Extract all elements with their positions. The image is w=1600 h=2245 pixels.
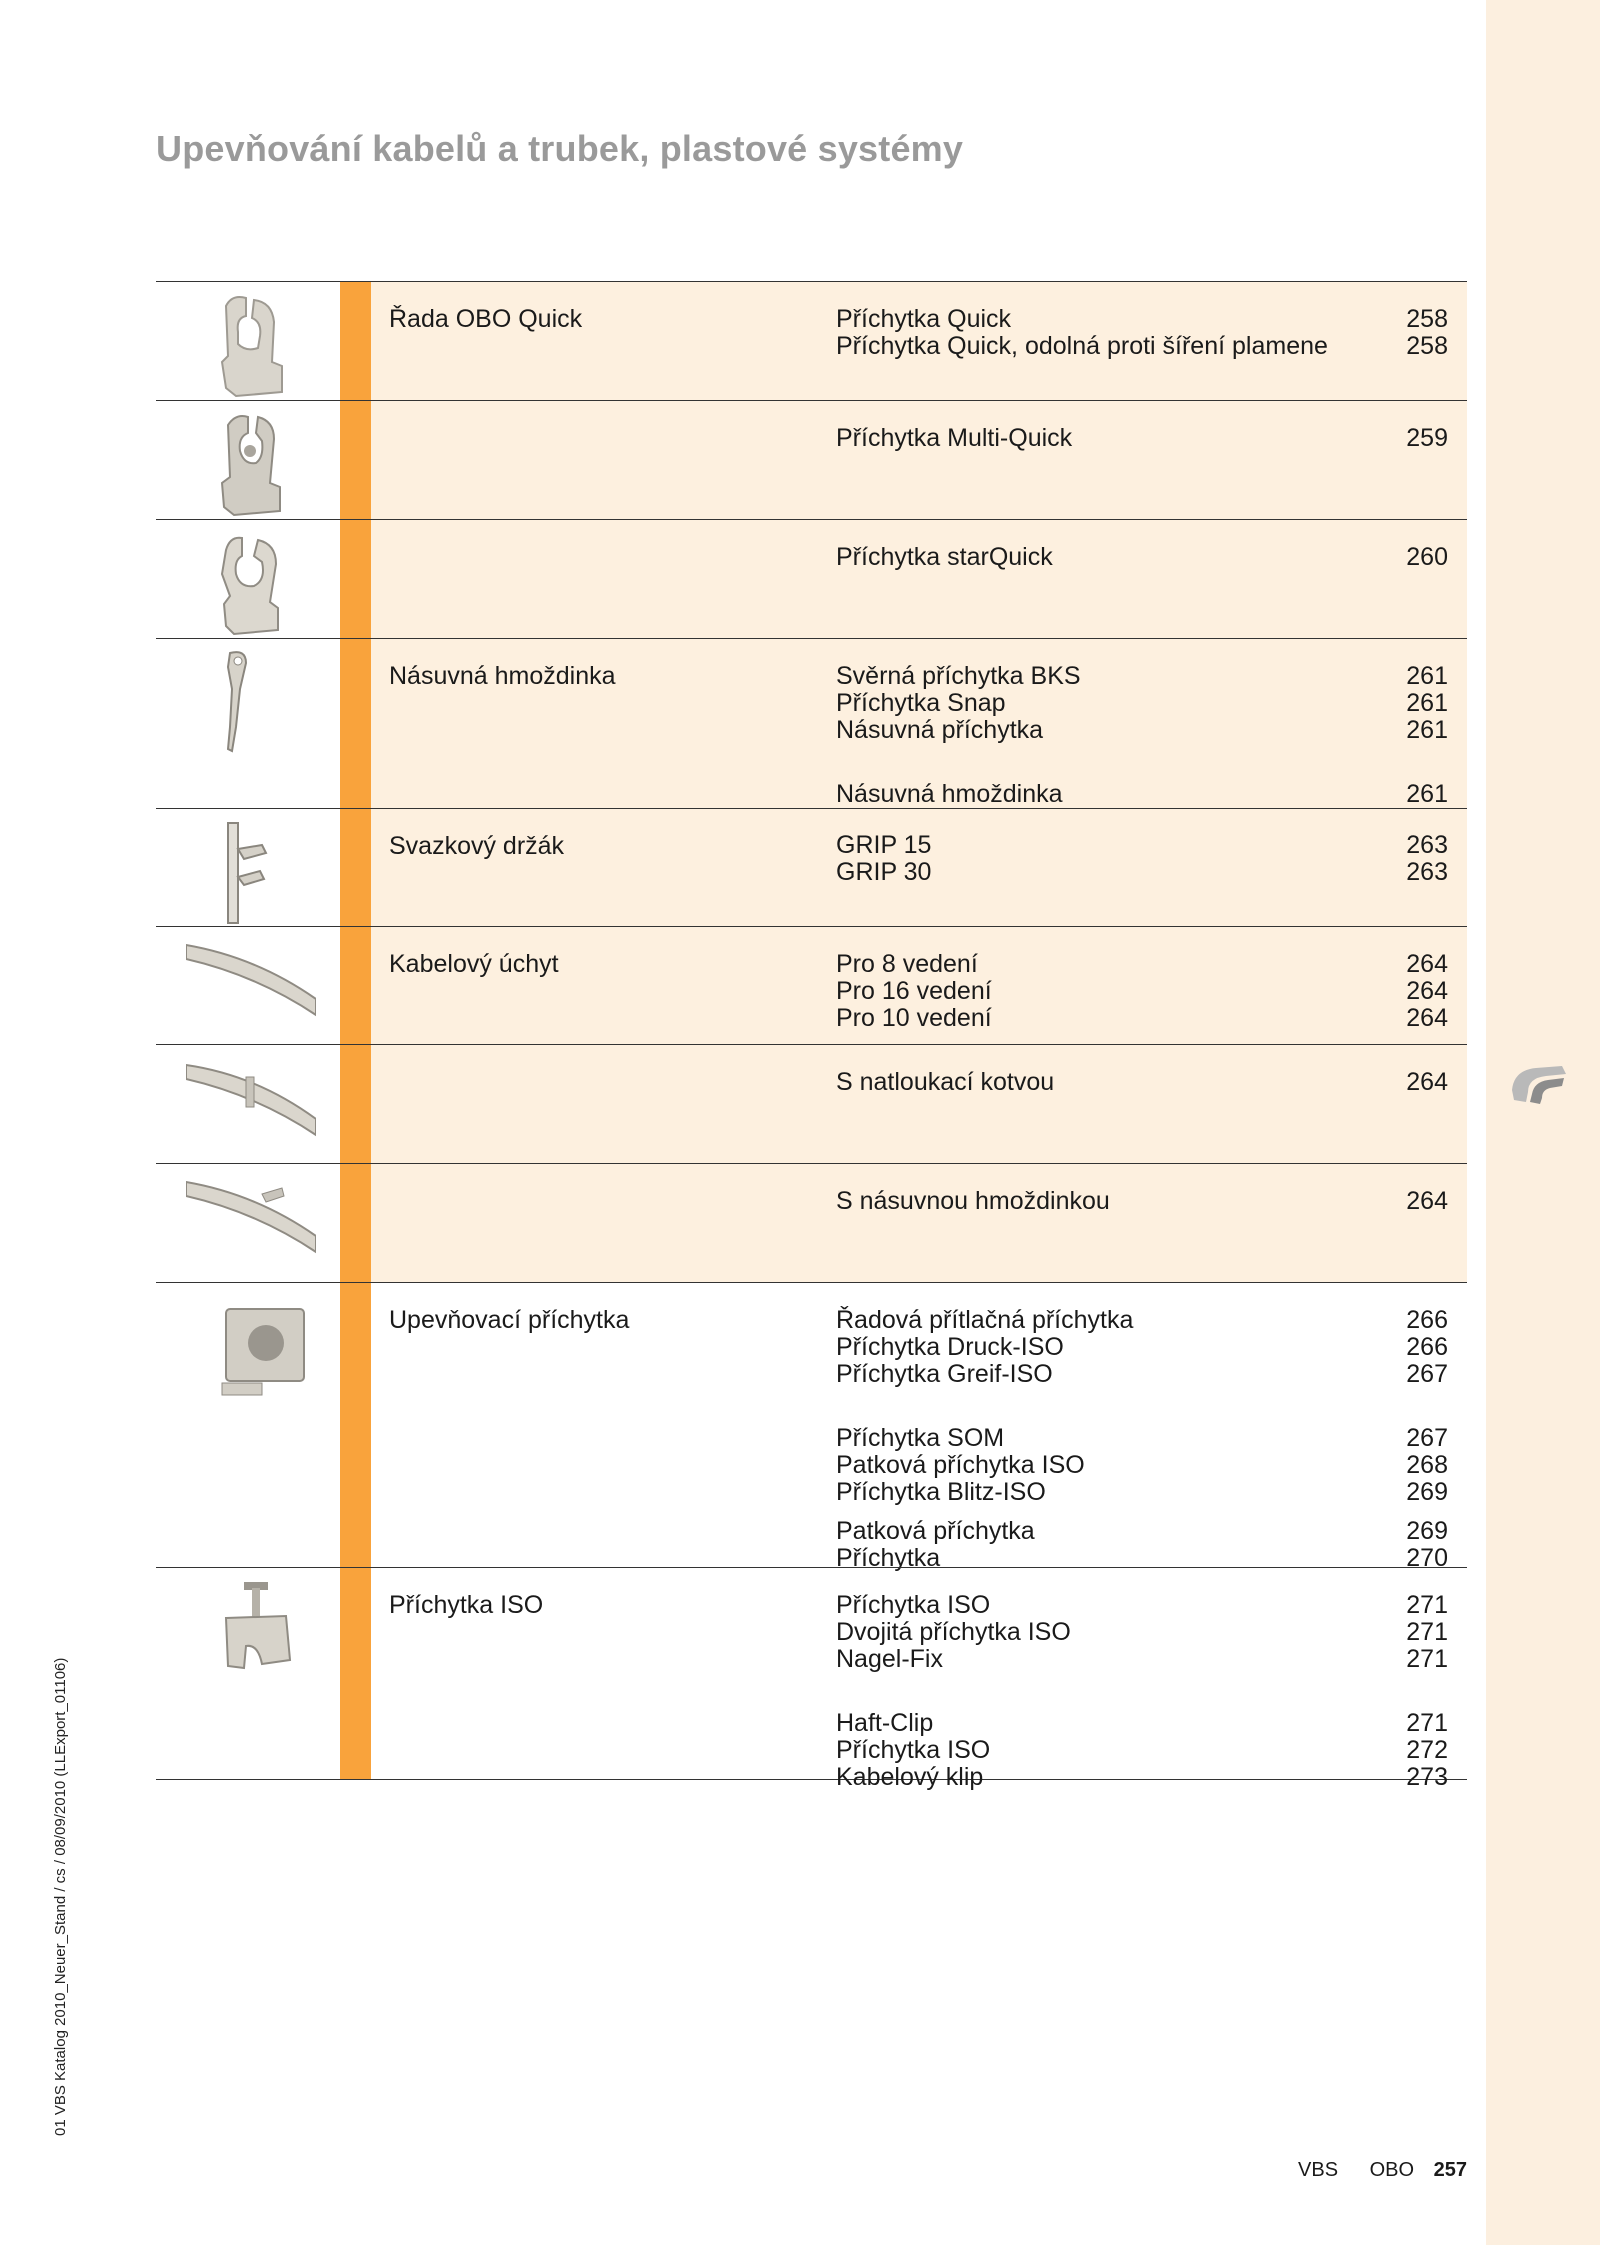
quick-clip-image: [186, 292, 316, 400]
list-item: S natloukací kotvou 264: [836, 1068, 1448, 1096]
accent-bar: [340, 1164, 371, 1282]
list-item: Kabelový klip 273: [836, 1763, 1448, 1791]
table-row: [156, 519, 1467, 638]
list-item: Příchytka starQuick 260: [836, 543, 1448, 571]
list-item: Příchytka ISO 272: [836, 1736, 1448, 1764]
catalog-table: [156, 281, 1467, 1791]
accent-bar: [340, 282, 371, 400]
category-label: Svazkový držák: [389, 832, 565, 860]
list-item: Příchytka Multi-Quick 259: [836, 424, 1448, 452]
accent-bar: [340, 809, 371, 926]
accent-bar: [340, 1045, 371, 1163]
table-row: [156, 1163, 1467, 1282]
bundle-holder-image: [186, 819, 316, 927]
table-row: [156, 281, 1467, 400]
accent-bar: [340, 520, 371, 638]
list-item: Příchytka Snap 261: [836, 689, 1448, 717]
list-item: GRIP 15 263: [836, 831, 1448, 859]
list-item: Patková příchytka 269: [836, 1517, 1448, 1545]
list-item: Příchytka Quick, odolná proti šíření plamene 258: [836, 332, 1448, 360]
push-dowel-image: [186, 649, 316, 757]
cable-tie-dowel-image: [186, 1174, 316, 1282]
category-label: Kabelový úchyt: [389, 950, 559, 978]
list-item: Řadová přítlačná příchytka 266: [836, 1306, 1448, 1334]
list-item: Příchytka Druck-ISO 266: [836, 1333, 1448, 1361]
table-row: [156, 1282, 1467, 1572]
chapter-clip-icon: [1506, 1060, 1570, 1108]
list-item: Pro 8 vedení 264: [836, 950, 1448, 978]
page-number: 257: [1433, 2159, 1467, 2181]
list-item: Příchytka 270: [836, 1544, 1448, 1572]
category-label: Upevňovací příchytka: [389, 1306, 630, 1334]
list-item: S násuvnou hmoždinkou 264: [836, 1187, 1448, 1215]
list-item: Příchytka Greif-ISO 267: [836, 1360, 1448, 1388]
table-row: [156, 1567, 1467, 1791]
page-title: Upevňování kabelů a trubek, plastové systémy: [156, 128, 964, 169]
vertical-print-note: 01 VBS Katalog 2010_Neuer_Stand / cs / 08/09/2010 (LLExport_01106): [52, 1657, 69, 2136]
accent-bar: [340, 639, 371, 808]
table-row: [156, 400, 1467, 519]
list-item: Pro 10 vedení 264: [836, 1004, 1448, 1032]
table-row: [156, 808, 1467, 926]
list-item: Příchytka SOM 267: [836, 1424, 1448, 1452]
starquick-clip-image: [186, 530, 316, 638]
footer-brand-obo: OBO: [1369, 2159, 1415, 2181]
category-label: Řada OBO Quick: [389, 305, 583, 333]
side-band: [1486, 0, 1600, 2245]
list-item: Nagel-Fix 271: [836, 1645, 1448, 1673]
accent-bar: [340, 927, 371, 1044]
category-label: Příchytka ISO: [389, 1591, 544, 1619]
iso-clip-image: [186, 1578, 316, 1686]
list-item: GRIP 30 263: [836, 858, 1448, 886]
cable-tie-image: [186, 937, 316, 1045]
table-row: [156, 638, 1467, 808]
list-item: Násuvná příchytka 261: [836, 716, 1448, 744]
category-label: Násuvná hmoždinka: [389, 662, 616, 690]
list-item: Příchytka Blitz-ISO 269: [836, 1478, 1448, 1506]
accent-bar: [340, 1568, 371, 1779]
footer-brand-vbs: VBS: [1298, 2159, 1339, 2181]
page-footer: [1272, 2159, 1467, 2182]
table-row: [156, 926, 1467, 1044]
list-item: Dvojitá příchytka ISO 271: [836, 1618, 1448, 1646]
accent-bar: [340, 401, 371, 519]
list-item: Svěrná příchytka BKS 261: [836, 662, 1448, 690]
list-item: Haft-Clip 271: [836, 1709, 1448, 1737]
accent-bar: [340, 1283, 371, 1567]
list-item: Příchytka Quick 258: [836, 305, 1448, 333]
multi-quick-clip-image: [186, 411, 316, 519]
list-item: Patková příchytka ISO 268: [836, 1451, 1448, 1479]
fastening-clip-image: [186, 1293, 316, 1401]
cable-tie-anchor-image: [186, 1055, 316, 1163]
list-item: Příchytka ISO 271: [836, 1591, 1448, 1619]
list-item: Násuvná hmoždinka 261: [836, 780, 1448, 808]
table-row: [156, 1044, 1467, 1163]
list-item: Pro 16 vedení 264: [836, 977, 1448, 1005]
